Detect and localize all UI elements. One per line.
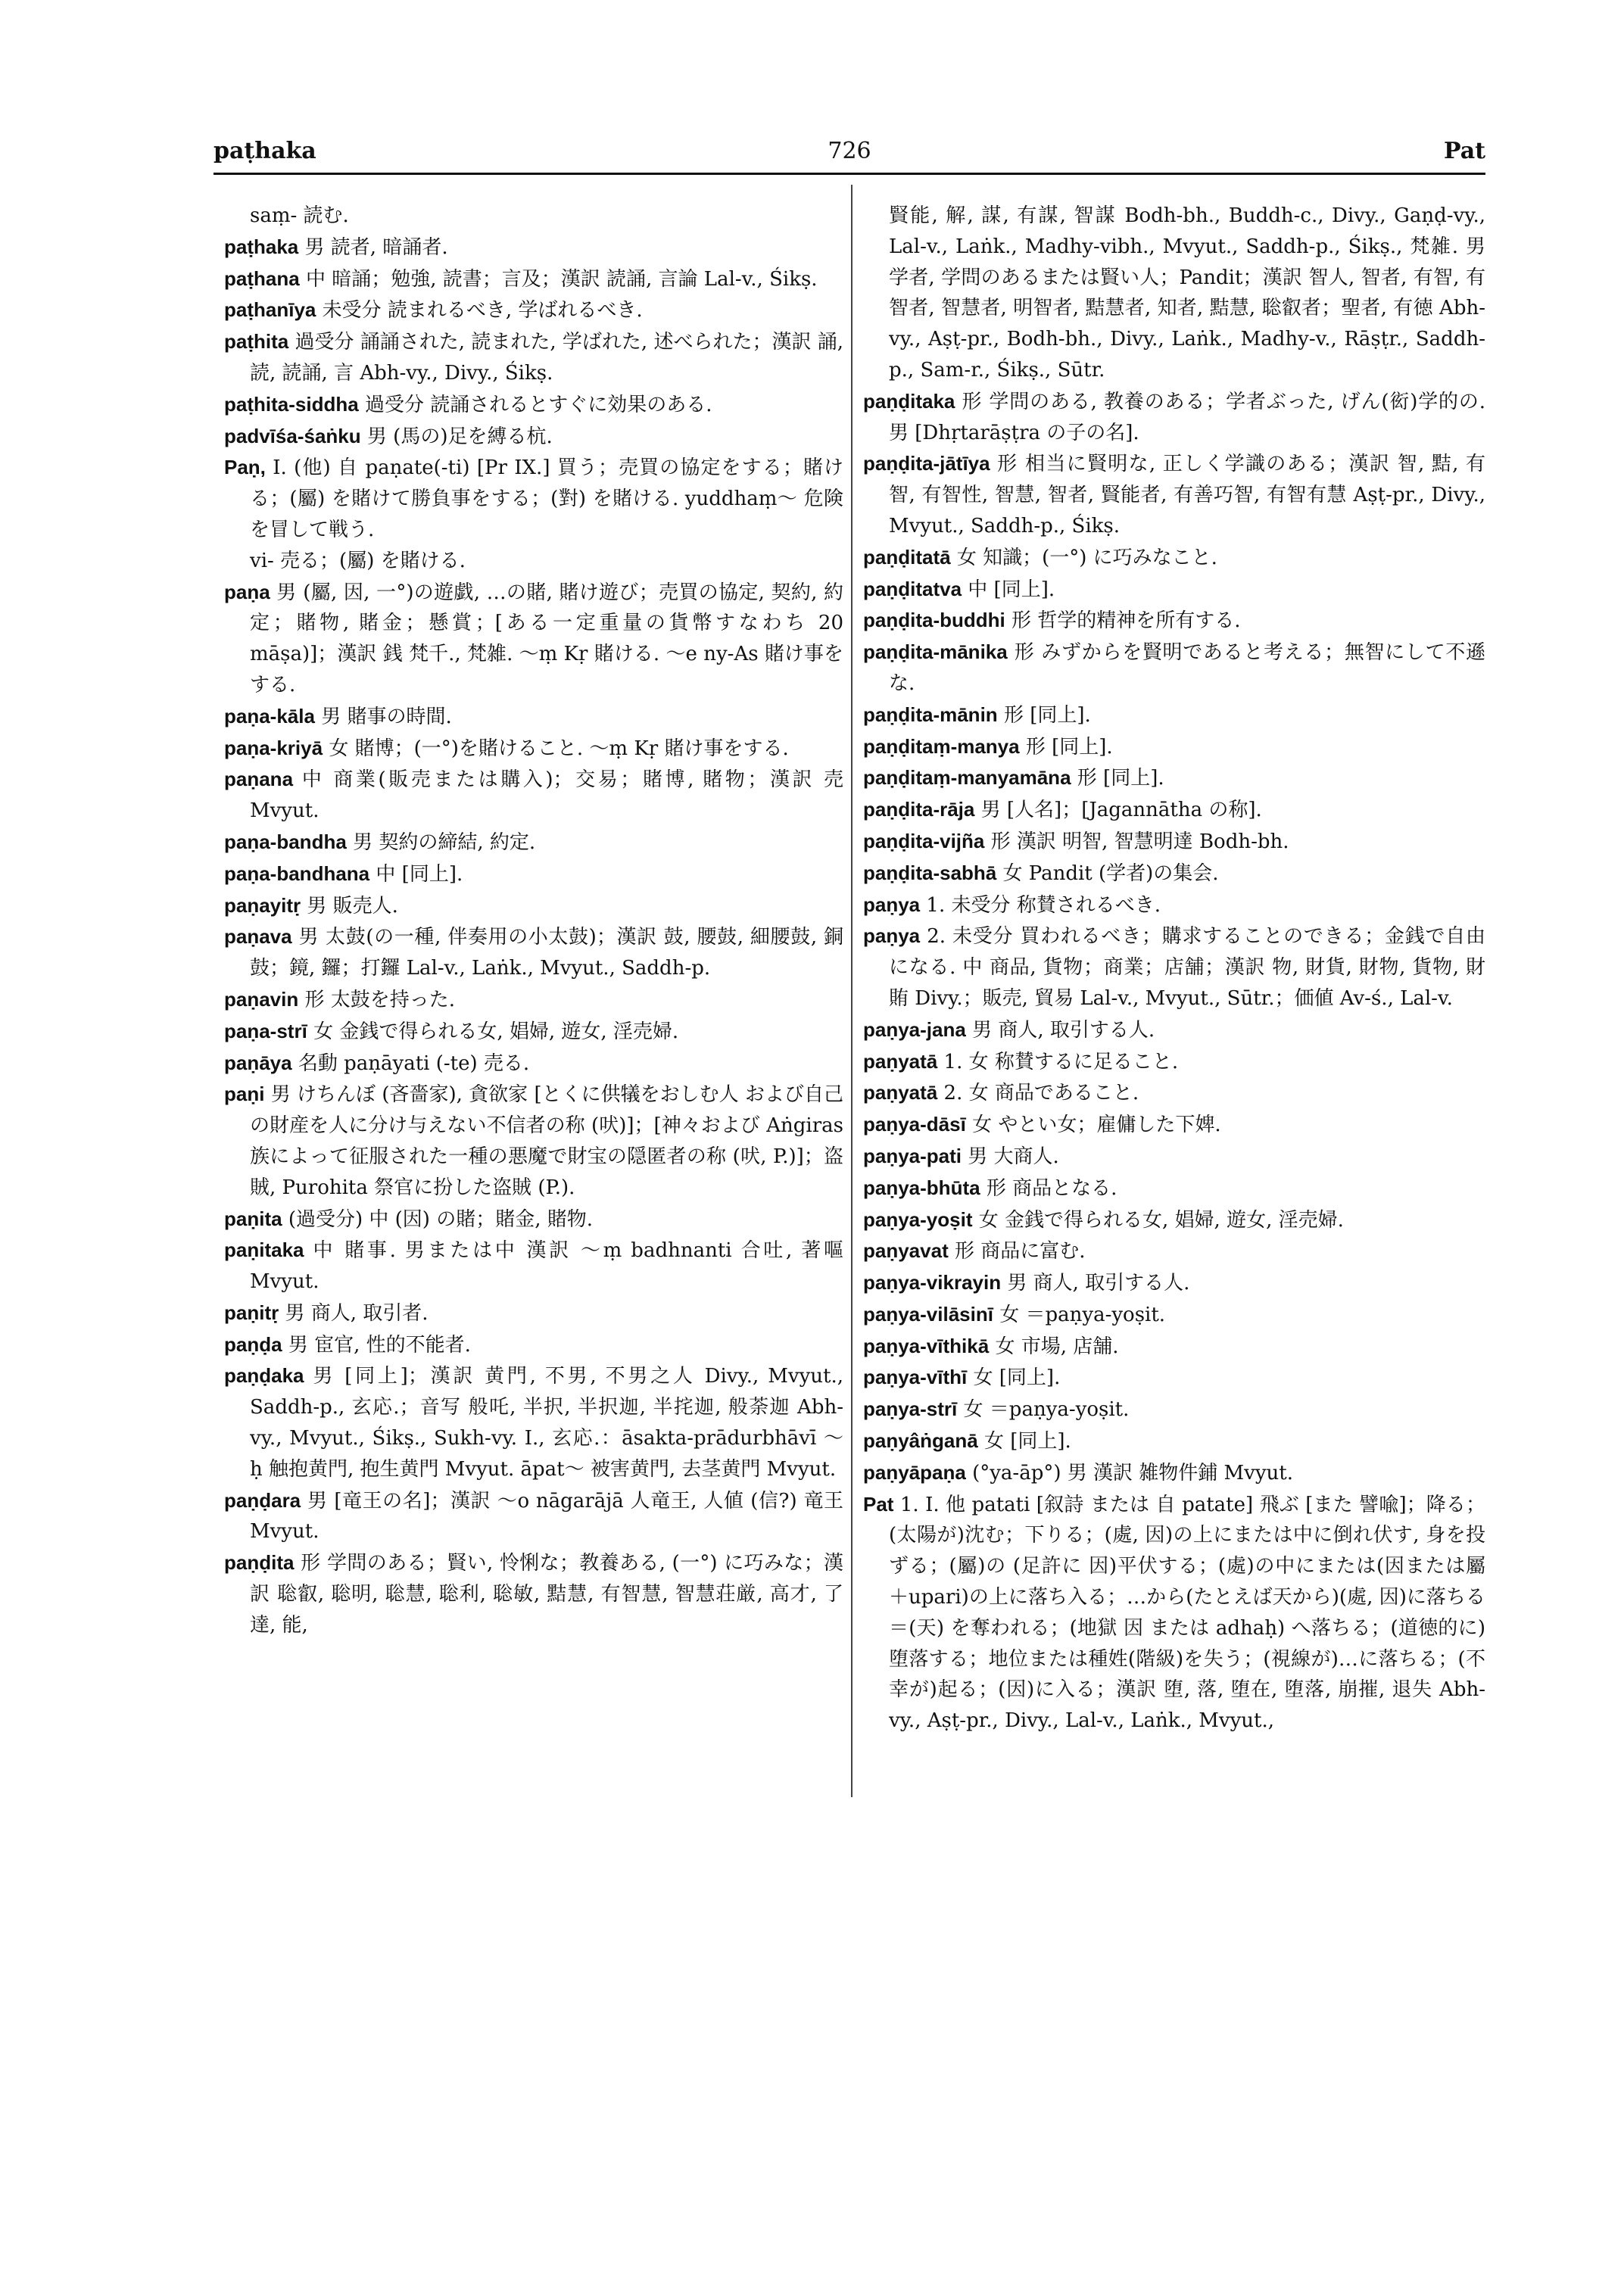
entry-definition: 中 賭事. 男または中 漢訳 ～ṃ badhnanti 合吐, 著嘔 Mvyut.	[250, 1239, 844, 1294]
entry-definition: 形 学問のある, 教養のある；学者ぶった, げん(衒)学的の. 男 [Dhṛtarāṣṭra の子の名].	[889, 390, 1485, 444]
page-header	[214, 138, 1485, 168]
dictionary-entry	[224, 984, 843, 1016]
entry-definition: 男 商人, 取引する人.	[1007, 1272, 1190, 1295]
dictionary-entry	[224, 421, 843, 453]
entry-headword: paṇḍita-rāja	[863, 798, 975, 821]
dictionary-entry	[863, 386, 1485, 449]
entry-headword: Pat	[863, 1492, 894, 1516]
entry-definition: 男 けちんぼ (吝嗇家), 貪欲家 [とくに供犠をおしむ人 および自己の財産を人に分け与えない不信者の称 (吠)]；[神々および Aṅgiras 族によって征服された一種の悪魔で財宝の隠匿者の称 (吠, P.)]；盗賊, Purohita 祭官に扮した盗賊 (P.).	[250, 1083, 843, 1199]
entry-definition: 形 学問のある；賢い, 怜悧な；教養ある, (一°) に巧みな；漢訳 聡叡, 聡明, 聡慧, 聡利, 聡敏, 黠慧, 有智慧, 智慧荘厳, 高才, 了達, 能,	[250, 1552, 843, 1637]
dictionary-entry	[863, 1425, 1485, 1457]
entry-definition: 形 商品となる.	[986, 1176, 1117, 1200]
entry-headword: paṇyâṅganā	[863, 1429, 978, 1453]
entry-definition: 男 (屬, 因, 一°)の遊戯, …の賭, 賭け遊び；売買の協定, 契約, 約定；賭物, 賭金；懸賞；[ある一定重量の貨幣すなわち 20 māṣa)]；漢訳 銭 梵千., 梵雑. ～ṃ Kṛ 賭ける. ～e ny-As 賭け事をする.	[250, 581, 843, 696]
entry-headword: paṇya-strī	[863, 1397, 958, 1421]
entry-headword: paṇyatā	[863, 1081, 938, 1104]
dictionary-entry	[863, 1109, 1485, 1141]
dictionary-entry	[863, 921, 1485, 1014]
dictionary-entry	[224, 1048, 843, 1080]
entry-headword: paṇya-dāsī	[863, 1113, 966, 1136]
dictionary-entry	[224, 1298, 843, 1329]
dictionary-entry	[224, 1547, 843, 1640]
entry-definition: 過受分 誦誦された, 読まれた, 学ばれた, 述べられた；漢訳 誦, 読, 読誦, 言 Abh-vy., Divy., Śikṣ.	[250, 331, 844, 385]
dictionary-entry	[224, 1485, 843, 1548]
dictionary-entry	[863, 1489, 1485, 1737]
entry-headword: paṇḍita-mānika	[863, 640, 1008, 664]
entry-definition: 形 [同上].	[1003, 703, 1091, 727]
entry-definition: 女 Pandit (学者)の集会.	[1002, 861, 1219, 885]
dictionary-entry	[224, 294, 843, 326]
entry-definition: 女 [同上].	[973, 1366, 1061, 1390]
entry-definition: 女 やとい女；雇傭した下婢.	[972, 1114, 1221, 1137]
page-number: 726	[828, 138, 871, 164]
entry-headword: paṇḍita-jātīya	[863, 452, 990, 475]
entry-definition: 男 賭事の時間.	[321, 705, 452, 728]
dictionary-entry	[863, 1014, 1485, 1046]
entry-headword: paṇḍitatā	[863, 545, 951, 569]
entry-definition: 男 販売人.	[307, 894, 398, 918]
entry-headword: paṇḍita-vijña	[863, 829, 985, 852]
dictionary-entry	[224, 1204, 843, 1235]
entry-definition: 形 太鼓を持った.	[304, 988, 456, 1011]
entry-headword: paṇḍita-buddhi	[863, 609, 1005, 632]
dictionary-entry	[224, 326, 843, 389]
entry-definition: 男 読者, 暗誦者.	[304, 235, 448, 259]
entry-headword: paṇya	[863, 893, 921, 916]
dictionary-entry	[863, 605, 1485, 637]
entry-headword: paṇāya	[224, 1051, 292, 1074]
dictionary-entry	[863, 858, 1485, 889]
entry-headword: paṇavin	[224, 987, 299, 1011]
entry-headword: paṇḍita	[224, 1551, 295, 1575]
entry-definition: 2. 女 商品であること.	[943, 1082, 1139, 1105]
entry-headword: paṇa-bandha	[224, 830, 347, 853]
entry-definition: 女 [同上].	[983, 1430, 1071, 1453]
entry-headword: paṇḍaka	[224, 1364, 304, 1388]
dictionary-entry	[863, 794, 1485, 826]
entry-definition: 形 相当に賢明な, 正しく学識のある；漢訳 智, 黠, 有智, 有智性, 智慧, 智者, 賢能者, 有善巧智, 有智有慧 Aṣṭ-pr., Divy., Mvyut., Saddh-p., Śikṣ.	[889, 453, 1485, 537]
dictionary-entry	[863, 889, 1485, 921]
entry-headword: paṇya-vīthī	[863, 1366, 968, 1389]
entry-definition: 男 商人, 取引者.	[285, 1301, 429, 1325]
entry-definition: 1. 女 称賛するに足ること.	[943, 1050, 1179, 1073]
entry-headword: paṇyavat	[863, 1239, 949, 1263]
entry-headword: paṇya-bhūta	[863, 1176, 980, 1199]
entry-definition: vi- 売る；(屬) を賭ける.	[250, 549, 466, 572]
entry-definition: 形 みずからを賢明であると考える；無智にして不遜な.	[889, 641, 1486, 695]
entry-headword: paṇḍitaṃ-manyamāna	[863, 766, 1071, 790]
entry-definition: 女 金銭で得られる女, 娼婦, 遊女, 淫売婦.	[313, 1020, 679, 1043]
dictionary-entry	[863, 1046, 1485, 1078]
dictionary-entry	[863, 1173, 1485, 1204]
dictionary-entry	[224, 232, 843, 263]
entry-definition: 過受分 読誦されるとすぐに効果のある.	[364, 393, 712, 416]
entry-definition: 女 知識；(一°) に巧みなこと.	[956, 546, 1217, 569]
entry-headword: paṇya	[863, 924, 921, 948]
dictionary-entry	[224, 1329, 843, 1361]
entry-definition: 形 [同上].	[1025, 735, 1113, 759]
entry-definition: 男 [竜王の名]；漢訳 ～o nāgarājā 人竜王, 人値 (信?) 竜王 Mvyut.	[250, 1489, 844, 1544]
entry-definition: 2. 未受分 買われるべき；購求することのできる；金銭で自由になる. 中 商品, 貨物；商業；店舗；漢訳 物, 財貨, 財物, 貨物, 財賄 Divy.；販売, 貿易 Lal-v., Mvyut., Sūtr.；価値 Av-ś., Lal-v.	[889, 925, 1486, 1010]
entry-definition: 形 [同上].	[1077, 767, 1164, 790]
dictionary-entry	[863, 1235, 1485, 1267]
entry-definition: 女 賭博；(一°)を賭けること. ～ṃ Kṛ 賭け事をする.	[329, 737, 789, 760]
dictionary-entry	[863, 542, 1485, 574]
entry-definition: 中 暗誦；勉強, 読書；言及；漢訳 読誦, 言論 Lal-v., Śikṣ.	[305, 267, 818, 291]
dictionary-entry	[224, 890, 843, 922]
entry-headword: paṇya-yoṣit	[863, 1207, 973, 1231]
entry-headword: paṇya-jana	[863, 1017, 966, 1041]
dictionary-entry	[863, 731, 1485, 763]
left-column	[224, 201, 843, 1641]
dictionary-entry	[224, 389, 843, 421]
entry-definition: 賢能, 解, 謀, 有謀, 智謀 Bodh-bh., Buddh-c., Divy., Gaṇḍ-vy., Lal-v., Laṅk., Madhy-vibh., Mvyut., Saddh-p., Śikṣ., 梵雑. 男 学者, 学問のあるまたは賢い人；Pandit；漢訳 智人, 智者, 有智, 有智者, 智慧者, 明智者, 黠慧者, 知者, 黠慧, 聡叡者；聖者, 有徳 Abh-vy., Aṣṭ-pr., Bodh-bh., Divy., Laṅk., Madhy-v., Rāṣṭr., Saddh-p., Sam-r., Śikṣ., Sūtr.	[889, 204, 1485, 382]
entry-definition: saṃ- 読む.	[250, 204, 349, 227]
entry-headword: paṇita	[224, 1207, 282, 1230]
dictionary-entry	[863, 1204, 1485, 1236]
entry-definition: 男 (馬の)足を縛る杭.	[366, 425, 553, 448]
entry-definition: 男 大商人.	[968, 1145, 1059, 1168]
entry-headword: paṇḍara	[224, 1488, 301, 1512]
running-head-right: Pat	[1443, 138, 1485, 164]
entry-definition: 女 金銭で得られる女, 娼婦, 遊女, 淫売婦.	[978, 1208, 1344, 1232]
dictionary-entry	[224, 701, 843, 733]
entry-definition: 中 [同上].	[376, 862, 463, 886]
entry-headword: paṇayitṛ	[224, 893, 301, 917]
entry-definition: I. (他) 自 paṇate(-ti) [Pr IX.] 買う；売買の協定をする；賭ける；(屬) を賭けて勝負事をする；(對) を賭ける. yuddhaṃ～ 危険を冒して戦う.	[250, 456, 843, 541]
dictionary-entry	[224, 452, 843, 545]
dictionary-entry	[863, 1267, 1485, 1299]
entry-headword: paṇḍita-mānin	[863, 703, 998, 726]
dictionary-entry	[224, 921, 843, 984]
entry-headword: paṇya-pati	[863, 1144, 962, 1167]
entry-headword: paṇyatā	[863, 1049, 938, 1073]
dictionary-entry	[224, 827, 843, 858]
entry-definition: 女 ＝paṇya-yoṣit.	[963, 1398, 1130, 1422]
dictionary-entry	[250, 201, 843, 232]
entry-headword: paṭhaka	[224, 235, 299, 258]
dictionary-entry	[863, 826, 1485, 858]
entry-definition: 未受分 読まれるべき, 学ばれるべき.	[322, 299, 643, 322]
entry-headword: paṇḍita-sabhā	[863, 861, 997, 884]
entry-headword: paṇyāpaṇa	[863, 1460, 966, 1484]
entry-headword: padvīśa-śaṅku	[224, 424, 361, 447]
entry-definition: 形 哲学的精神を所有する.	[1011, 609, 1241, 633]
entry-headword: paṇḍa	[224, 1332, 282, 1356]
entry-headword: paṭhita	[224, 330, 289, 354]
dictionary-entry	[224, 733, 843, 765]
entry-definition: 女 市場, 店舗.	[995, 1335, 1119, 1358]
entry-definition: 名動 paṇāyati (-te) 売る.	[298, 1051, 530, 1075]
dictionary-entry	[250, 546, 843, 577]
entry-headword: paṇḍitaka	[863, 389, 955, 413]
dictionary-entry	[863, 1362, 1485, 1394]
entry-definition: 男 宦官, 性的不能者.	[288, 1333, 471, 1357]
entry-definition: 男 商人, 取引する人.	[972, 1018, 1155, 1042]
entry-headword: paṇa-strī	[224, 1019, 307, 1042]
entry-definition: 1. 未受分 称賛されるべき.	[926, 893, 1161, 917]
dictionary-entry	[863, 1331, 1485, 1363]
dictionary-entry	[224, 263, 843, 295]
dictionary-entry	[863, 1457, 1485, 1489]
dictionary-entry	[863, 574, 1485, 606]
entry-definition: (°ya-āp°) 男 漢訳 雑物件鋪 Mvyut.	[972, 1461, 1294, 1485]
entry-headword: paṇitṛ	[224, 1301, 279, 1324]
entry-definition: 中 [同上].	[968, 578, 1055, 601]
entry-headword: paṇi	[224, 1083, 265, 1106]
entry-headword: paṭhita-siddha	[224, 392, 359, 416]
dictionary-entry	[224, 858, 843, 890]
entry-headword: paṇava	[224, 925, 292, 949]
entry-headword: paṇya-vikrayin	[863, 1271, 1002, 1294]
entry-headword: paṭhana	[224, 266, 300, 290]
entry-definition: 男 太鼓(の一種, 伴奏用の小太鼓)；漢訳 鼓, 腰鼓, 細腰鼓, 銅鼓；鏡, 鑼；打鑼 Lal-v., Laṅk., Mvyut., Saddh-p.	[250, 926, 843, 980]
dictionary-entry	[863, 637, 1485, 699]
dictionary-entry	[224, 1235, 843, 1298]
dictionary-entry	[224, 764, 843, 827]
running-head-left: paṭhaka	[214, 138, 316, 164]
dictionary-entry	[224, 577, 843, 701]
entry-definition: (過受分) 中 (因) の賭；賭金, 賭物.	[288, 1207, 594, 1231]
entry-definition: 中 商業(販売または購入)；交易；賭博, 賭物；漢訳 売 Mvyut.	[250, 768, 843, 823]
dictionary-entry	[863, 1299, 1485, 1331]
dictionary-entry	[863, 762, 1485, 794]
entry-headword: paṇa-kāla	[224, 704, 315, 727]
entry-definition: 男 [同上]；漢訳 黄門, 不男, 不男之人 Divy., Mvyut., Saddh-p., 玄応.；音写 般吒, 半択, 半択迦, 半挓迦, 般荼迦 Abh-vy., Mvyut., Śikṣ., Sukh-vy. I., 玄応.：āsakta-prādurbhāvī ～ḥ 触抱黄門, 抱生黄門 Mvyut. āpat～ 被害黄門, 去茎黄門 Mvyut.	[250, 1365, 843, 1481]
dictionary-entry	[224, 1360, 843, 1485]
right-column	[863, 201, 1485, 1737]
entry-definition: 男 契約の締結, 約定.	[353, 830, 536, 854]
entry-definition: 1. I. 他 patati [叙詩 または 自 patate] 飛ぶ [また 譬喩]；降る；(太陽が)沈む；下りる；(處, 因)の上にまたは中に倒れ伏す, 身を投ずる；(屬)の (足許に 因)平伏する；(處)の中にまたは(因または屬＋upari)の上に落ち入る；…から(たとえば天から)(處, 因)に落ちる＝(天) を奪われる；(地獄 因 または adhaḥ) へ落ちる；(道徳的に)堕落する；地位または種姓(階級)を失う；(視線が)…に落ちる；(不幸が)起る；(因)に入る；漢訳 堕, 落, 堕在, 堕落, 崩摧, 退失 Abh-vy., Aṣṭ-pr., Divy., Lal-v., Laṅk., Mvyut.,	[889, 1493, 1485, 1733]
entry-headword: paṇa-kriyā	[224, 736, 323, 759]
entry-headword: paṇḍitatva	[863, 577, 962, 600]
dictionary-entry	[863, 699, 1485, 731]
dictionary-entry	[224, 1079, 843, 1203]
entry-headword: paṇana	[224, 768, 294, 791]
header-rule	[214, 173, 1485, 175]
entry-headword: Paṇ,	[224, 456, 266, 479]
dictionary-entry	[863, 1141, 1485, 1173]
column-divider	[851, 185, 853, 1797]
entry-definition: 形 商品に富む.	[955, 1240, 1086, 1263]
entry-definition: 男 [人名]；[Jagannātha の称].	[980, 799, 1262, 822]
entry-headword: paṇa-bandhana	[224, 861, 370, 885]
entry-headword: paṇa	[224, 580, 270, 603]
entry-headword: paṇitaka	[224, 1238, 304, 1262]
dictionary-entry	[224, 1016, 843, 1048]
dictionary-entry	[863, 448, 1485, 541]
entry-headword: paṇya-vilāsinī	[863, 1302, 993, 1326]
entry-headword: paṭhanīya	[224, 298, 316, 322]
entry-definition: 女 ＝paṇya-yoṣit.	[999, 1303, 1166, 1326]
dictionary-entry	[863, 1077, 1485, 1109]
entry-definition: 形 漢訳 明智, 智慧明達 Bodh-bh.	[990, 830, 1289, 853]
entry-headword: paṇya-vīthikā	[863, 1334, 990, 1357]
dictionary-entry	[889, 201, 1485, 386]
entry-headword: paṇḍitaṃ-manya	[863, 734, 1020, 758]
dictionary-entry	[863, 1394, 1485, 1425]
